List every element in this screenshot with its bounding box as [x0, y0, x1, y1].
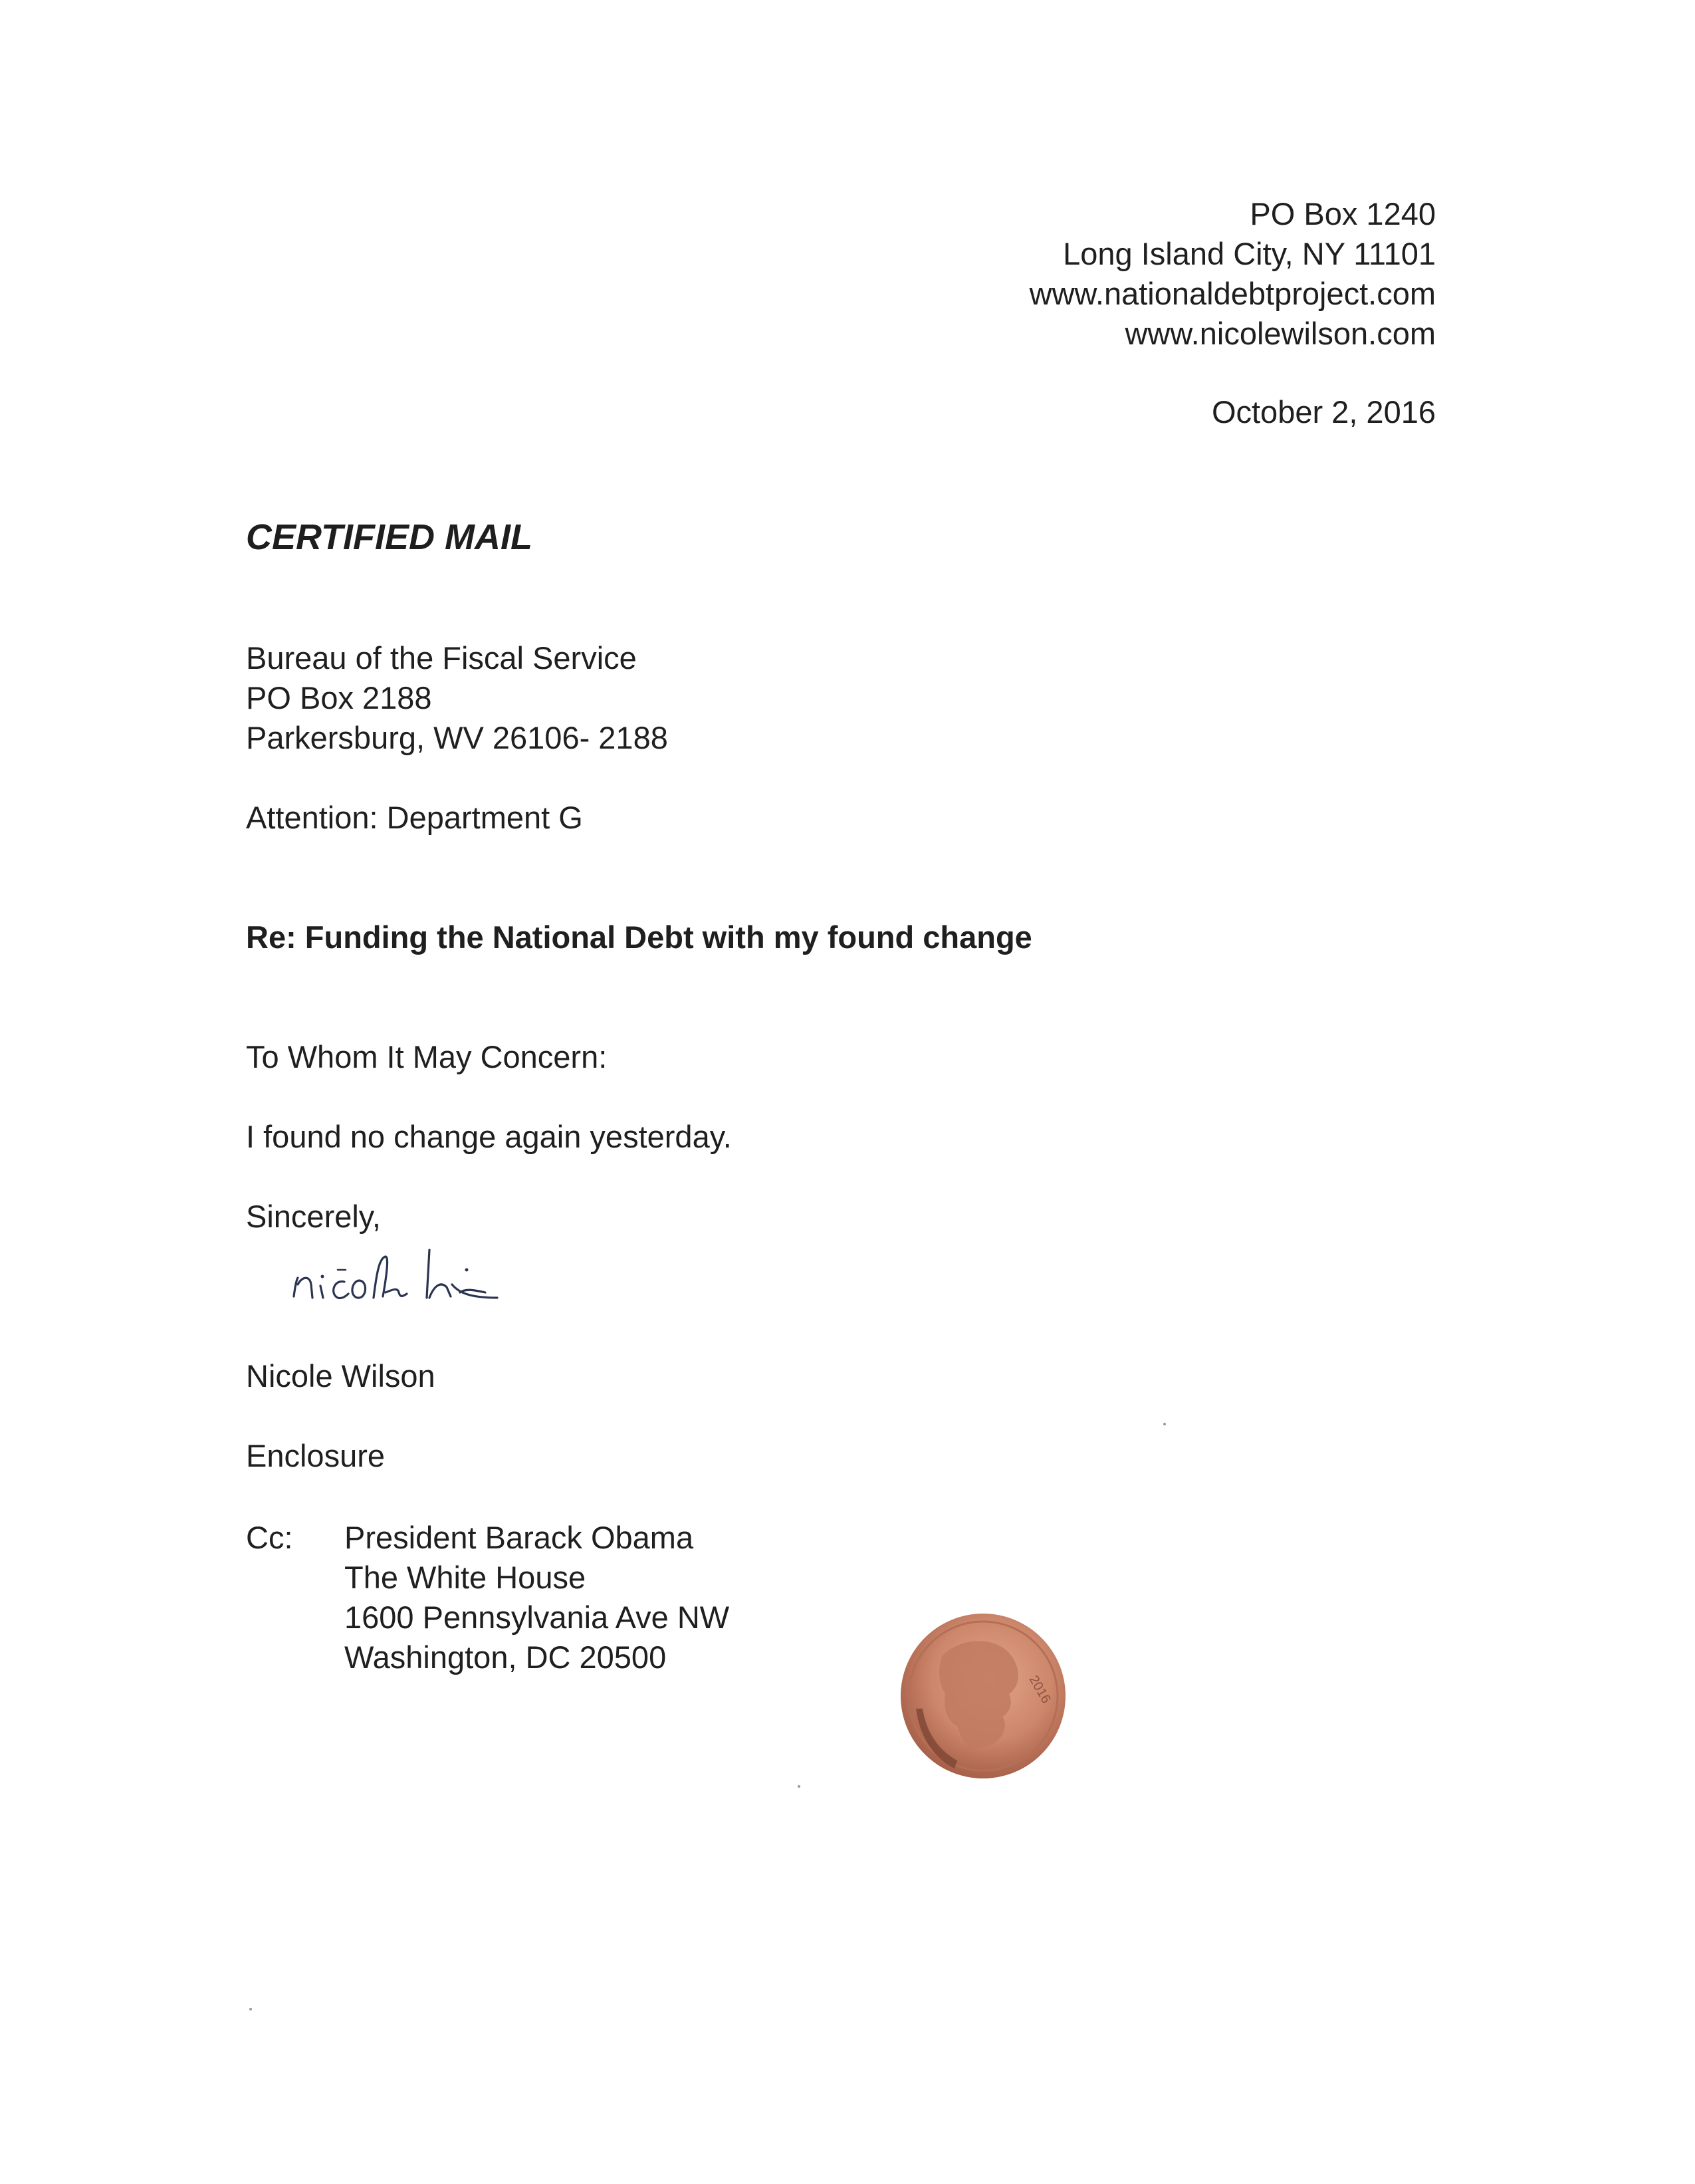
subject-line: Re: Funding the National Debt with my found change — [246, 919, 1032, 955]
enclosure-note: Enclosure — [246, 1438, 385, 1473]
cc-label: Cc: — [246, 1520, 293, 1555]
certified-mail-heading: CERTIFIED MAIL — [246, 517, 532, 557]
scan-speck — [249, 2008, 252, 2010]
cc-recipient-org: The White House — [344, 1560, 586, 1595]
svg-text:2016: 2016 — [1026, 1673, 1054, 1707]
sender-website-2[interactable]: www.nicolewilson.com — [1125, 316, 1436, 351]
signer-name: Nicole Wilson — [246, 1358, 435, 1394]
cc-recipient-street: 1600 Pennsylvania Ave NW — [344, 1600, 730, 1635]
closing: Sincerely, — [246, 1199, 381, 1234]
salutation: To Whom It May Concern: — [246, 1039, 608, 1074]
scan-speck — [1163, 1423, 1166, 1425]
penny-coin-icon — [896, 1609, 1070, 1783]
handwritten-signature — [286, 1223, 658, 1323]
sender-city: Long Island City, NY 11101 — [1063, 236, 1436, 271]
letter-date: October 2, 2016 — [1211, 394, 1436, 429]
cc-recipient-city: Washington, DC 20500 — [344, 1639, 667, 1675]
attention-line: Attention: Department G — [246, 800, 583, 835]
cc-recipient-name: President Barack Obama — [344, 1520, 694, 1555]
sender-website-1[interactable]: www.nationaldebtproject.com — [1029, 276, 1436, 311]
recipient-po-box: PO Box 2188 — [246, 680, 432, 715]
recipient-name: Bureau of the Fiscal Service — [246, 640, 637, 675]
scan-speck — [798, 1785, 800, 1788]
recipient-city: Parkersburg, WV 26106- 2188 — [246, 720, 668, 755]
letter-body: I found no change again yesterday. — [246, 1119, 732, 1154]
sender-po-box: PO Box 1240 — [1250, 196, 1436, 231]
